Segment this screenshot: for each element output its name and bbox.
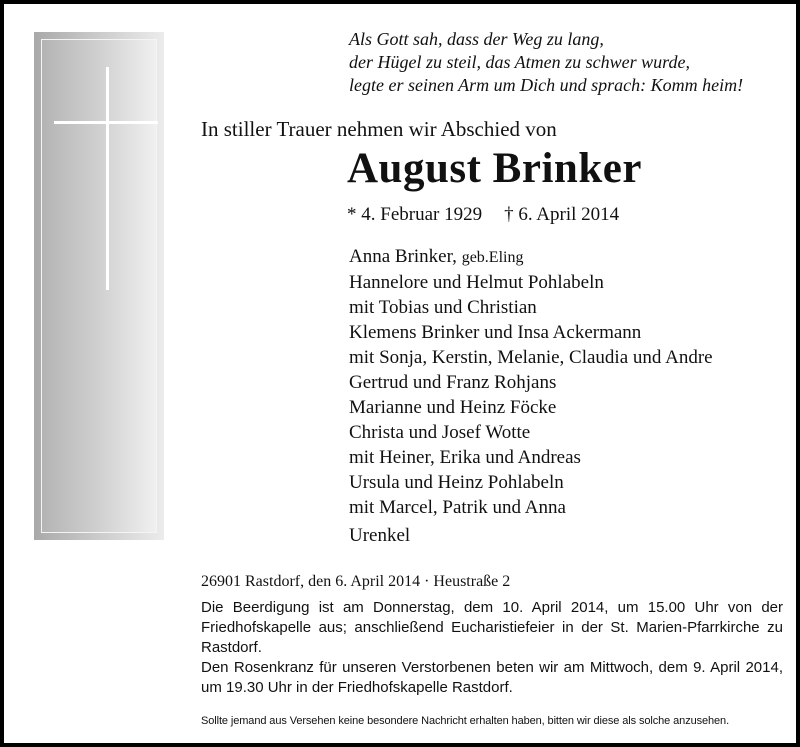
mourner-line [349,244,713,270]
mourner-line: Urenkel [349,525,411,546]
death-date: † 6. April 2014 [504,204,620,225]
mourner-line: Gertrud und Franz Rohjans [349,372,557,393]
mourner-line: mit Heiner, Erika und Andreas [349,447,581,468]
birth-date: * 4. Februar 1929 [347,204,483,225]
maiden-name: geb.Eling [461,249,524,266]
details-section [201,571,783,698]
cross-icon [106,67,109,290]
rosary-info: Den Rosenkranz für unseren Verstorbenen beten wir am Mittwoch, dem 9. April 2014, um 19.30 Uhr in der Friedhofskapelle Rastdorf. [201,659,783,696]
mourner-line: Hannelore und Helmut Pohlabeln [349,272,604,293]
mourner-line: mit Sonja, Kerstin, Melanie, Claudia und Andre [349,347,713,368]
poem [349,28,789,97]
mourner-line: Marianne und Heinz Föcke [349,397,557,418]
mourner-line: Christa und Josef Wotte [349,422,531,443]
deceased-name: August Brinker [347,145,642,192]
mourner-line: Klemens Brinker und Insa Ackermann [349,322,642,343]
funeral-info: Die Beerdigung ist am Donnerstag, dem 10. April 2014, um 15.00 Uhr von der Friedhofskapelle aus; anschließend Eucharistiefeier in der St. Marien-Pfarrkirche zu Rastdorf. [201,599,783,656]
cross-panel [34,32,164,540]
poem-line: der Hügel zu steil, das Atmen zu schwer wurde, [349,52,690,72]
poem-line: legte er seinen Arm um Dich und sprach: Komm heim! [349,75,744,95]
life-dates [347,204,619,226]
mourner-name: Anna Brinker, [349,246,457,267]
footer-note: Sollte jemand aus Versehen keine besondere Nachricht erhalten haben, bitten wir diese als solche anzusehen. [201,715,730,727]
address-line: 26901 Rastdorf, den 6. April 2014 · Heustraße 2 [201,573,511,590]
intro-text: In stiller Trauer nehmen wir Abschied von [201,117,557,141]
mourner-line: Ursula und Heinz Pohlabeln [349,472,564,493]
cross-panel-inner [41,39,157,533]
cross-icon-bar [54,121,158,124]
mourner-line: mit Tobias und Christian [349,297,537,318]
poem-line: Als Gott sah, dass der Weg zu lang, [349,29,604,49]
mourner-line: mit Marcel, Patrik und Anna [349,497,566,518]
mourners-list [349,244,713,548]
